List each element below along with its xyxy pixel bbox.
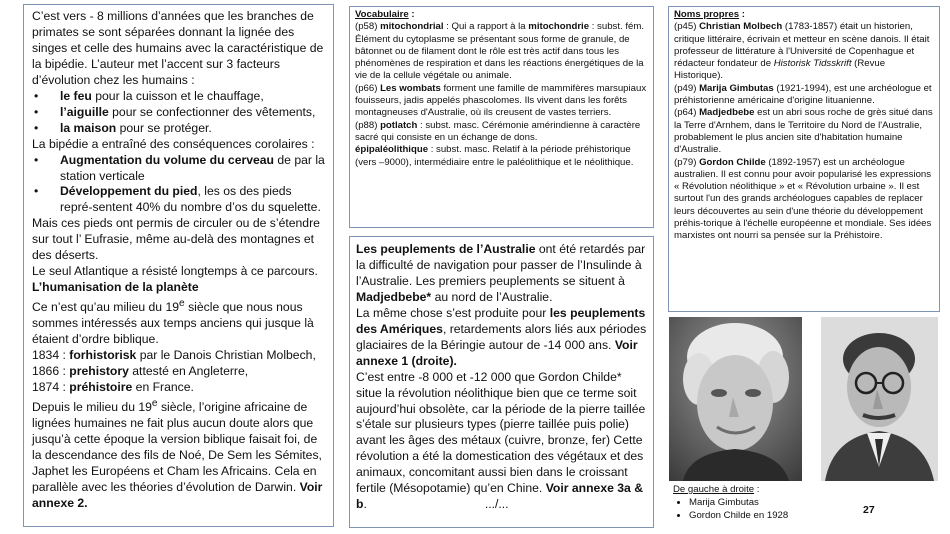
portrait-woman-image [669, 317, 802, 481]
proper-names-box [668, 6, 940, 312]
consequences-intro: La bipédie a entraîné des conséquences corolaires : [32, 136, 315, 151]
photo-caption: De gauche à droite : • Marija Gimbutas • Gordon Childe en 1928 [673, 484, 843, 522]
caption-list [673, 497, 843, 522]
proper-names-title: Noms propres : [674, 9, 745, 20]
atlantic-paragraph: Le seul Atlantique a résisté longtemps à ce parcours. [32, 264, 318, 279]
middle-column [349, 236, 654, 528]
term-line: 1866 : prehistory attesté en Angleterre, [32, 364, 249, 379]
proper-name-entry: (p79) Gordon Childe (1892-1957) est un archéologue australien. Il est connu pour avoir popularisé les expressions « Révolution néolithique » et « Révolution urbaine ». Il est surtout l'un des grands archéologues capables de replacer leurs découvertes au sein d'une théorie du développement préhis-torique à l'échelle européenne et mondiale. Ses idées marxistes ont nourri sa pensée sur la Préhistoire. [674, 156, 932, 242]
factor-item: • l’aiguille pour se confectionner des vêtements, [32, 105, 327, 121]
caption-title: De gauche à droite [673, 484, 755, 495]
annex-2-reference: Voir annexe 2. [32, 479, 323, 510]
factor-item: • le feu pour la cuisson et le chauffage, [32, 89, 327, 105]
annex-1-reference: Voir annexe 1 (droite). [356, 337, 638, 368]
term-line: 1834 : forhistorisk par le Danois Christian Molbech, [32, 348, 316, 363]
humanisation-heading: L’humanisation de la planète [32, 280, 199, 295]
consequence-item: • Augmentation du volume du cerveau de par la station verticale [32, 153, 327, 185]
annex-3-reference: Voir annexe 3a & b [356, 481, 644, 512]
vocabulary-entry: épipaléolithique : subst. masc. Relatif à la période préhistorique (vers –9000), intermédiaire entre le paléolithique et le néolithique. [355, 144, 634, 168]
portrait-gordon-childe [821, 317, 938, 481]
humanisation-paragraph: Ce n’est qu’au milieu du 19e siècle que nous nous sommes intéressés aux temps anciens qui jusque là étaient d’ordre biblique. [32, 298, 314, 347]
vocabulary-entry: (p88) potlatch : subst. masc. Cérémonie amérindienne à caractère sacré qui consiste en un échange de dons. [355, 119, 641, 143]
feet-paragraph: Mais ces pieds ont permis de circuler ou de s’étendre sur tout l’ Eufrasie, même au-delà des montagnes et des déserts. [32, 216, 320, 263]
vocabulary-entry: (p66) Les wombats forment une famille de mammifères marsupiaux fouisseurs, jadis appelés phascolomes. Ils vivent dans les forêts montagneuses d'Australie, où ils creusent de vastes terriers. [355, 82, 647, 119]
origin-paragraph: Depuis le milieu du 19e siècle, l’origine africaine de lignées humaines ne fait plus aucun doute alors que jusqu’à cette époque la version biblique faisait foi, de la descendance des fils de Noé, De Sem les Sémites, Japhet les Européens et Cham les Africains. Cela en parallèle avec les théories d’évolution de Darwin. Voir annexe 2. [32, 397, 323, 510]
factor-item: • la maison pour se protéger. [32, 121, 327, 137]
page-number: 27 [863, 504, 875, 516]
proper-name-entry: (p49) Marija Gimbutas (1921-1994), est une archéologue et préhistorienne américaine d'origine lituanienne. [674, 82, 932, 107]
continuation-mark: .../... [484, 497, 509, 512]
portrait-marija-gimbutas [669, 317, 802, 481]
left-column [23, 4, 334, 527]
vocabulary-entry: (p58) mitochondrial : Qui a rapport à la mitochondrie : subst. fém. Élément du cytoplasme se présentant sous forme de granule, de bâtonnet ou de filament dont le rôle est très actif dans tous les phénomènes de respiration et dans les réactions énergétiques de la vie de la cellule végétale ou animale. [355, 21, 644, 82]
proper-name-entry: (p64) Madjedbebe est un abri sous roche de grès situé dans la Terre d'Arnhem, dans le Territoire du Nord de l'Australie, probablement le plus ancien site d'habitation humaine d'Australie. [674, 107, 933, 156]
caption-item: • Gordon Childe en 1928 [689, 510, 843, 522]
consequence-item: • Développement du pied, les os des pieds repré-sentent 40% du nombre d’os du squelette. [32, 184, 327, 216]
proper-name-entry: (p45) Christian Molbech (1783-1857) était un historien, critique littéraire, écrivain et metteur en scène danois. Il était professeur de littérature à l'Université de Copenhague et rédacteur fondateur de Historisk Tidsskrift (Revue Historique). [674, 21, 930, 82]
intro-paragraph: C’est vers - 8 millions d’années que les branches de primates se sont séparées donnant la lignée des singes et celle des humains avec la caractéristique de la bipédie. L’auteur met l’accent sur 3 facteurs d’évolution chez les humains : [32, 9, 324, 87]
vocabulary-title: Vocabulaire : [355, 9, 415, 20]
australia-paragraph: Les peuplements de l’Australie ont été retardés par la difficulté de navigation pour passer de l’Insulinde à l’Australie. Les premiers peuplements se situent à Madjedbebe* au nord de l’Australie. [356, 242, 646, 304]
americas-paragraph: La même chose s’est produite pour les peuplements des Amériques, retardements alors liés aux périodes glaciaires de la Béringie autour de -14 000 ans. Voir annexe 1 (droite). [356, 305, 647, 368]
term-line: 1874 : préhistoire en France. [32, 379, 194, 394]
neolithic-paragraph: C’est entre -8 000 et -12 000 que Gordon Childe* situe la révolution néolithique bien que ce terme soit aujourd’hui obsolète, car la période de la pierre taillée s’étale sur plusieurs types (pierre taillée puis polie) avant les âges des métaux (cuivre, bronze, fer) Cette révolution a été la domestication des végétaux et des animaux, concomitant aussi bien dans le croissant fertile (Mésopotamie) qu’en Chine. Voir annexe 3a & b. .../... [356, 369, 646, 512]
caption-item: • Marija Gimbutas [689, 497, 843, 509]
vocabulary-box [349, 6, 654, 228]
portrait-man-image [821, 317, 938, 481]
